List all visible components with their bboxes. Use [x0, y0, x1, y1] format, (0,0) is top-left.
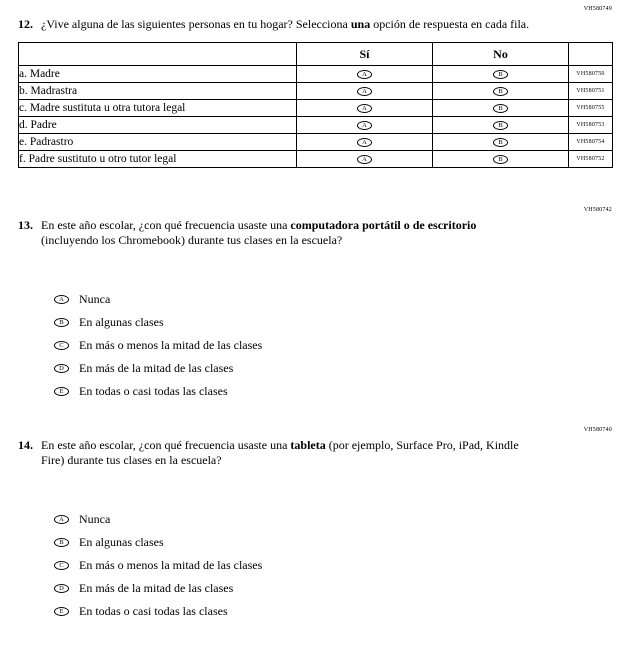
- option-bubble[interactable]: A: [54, 515, 69, 524]
- question-14-text-bold: tableta: [290, 438, 326, 452]
- item-code-q12: VH580749: [583, 6, 612, 12]
- question-12-text-bold: una: [350, 17, 371, 31]
- row-label: d. Padre: [19, 117, 297, 134]
- row-code: VH580752: [569, 151, 613, 168]
- no-cell: [433, 66, 569, 83]
- no-cell: [433, 117, 569, 134]
- si-cell: [297, 151, 433, 168]
- answer-bubble-si[interactable]: A: [357, 121, 372, 130]
- row-code: VH580751: [569, 83, 613, 100]
- question-14-text-before: En este año escolar, ¿con qué frecuencia usaste una: [41, 438, 291, 452]
- option-label: En todas o casi todas las clases: [79, 604, 228, 618]
- answer-option[interactable]: [54, 604, 612, 618]
- question-12: [18, 17, 612, 32]
- no-cell: [433, 83, 569, 100]
- answer-option[interactable]: [54, 384, 612, 398]
- option-label: En más de la mitad de las clases: [79, 361, 234, 375]
- answer-option[interactable]: [54, 581, 612, 595]
- col-header-code-blank: [569, 43, 613, 66]
- answer-option[interactable]: [54, 338, 612, 352]
- si-cell: [297, 66, 433, 83]
- answer-bubble-no[interactable]: B: [493, 121, 508, 130]
- table-row: [19, 117, 613, 134]
- answer-bubble-si[interactable]: A: [357, 87, 372, 96]
- answer-option[interactable]: [54, 361, 612, 375]
- option-label: Nunca: [79, 512, 111, 526]
- question-13-text-bold: computadora portátil o de escritorio: [290, 218, 477, 232]
- table-header-row: [19, 43, 613, 66]
- option-bubble[interactable]: B: [54, 318, 69, 327]
- answer-bubble-si[interactable]: A: [357, 104, 372, 113]
- row-label: c. Madre sustituta u otra tutora legal: [19, 100, 297, 117]
- answer-bubble-no[interactable]: B: [493, 138, 508, 147]
- question-13-number: 13.: [18, 218, 33, 232]
- row-code: VH580753: [569, 117, 613, 134]
- table-row: [19, 134, 613, 151]
- row-label: b. Madrastra: [19, 83, 297, 100]
- option-bubble[interactable]: E: [54, 607, 69, 616]
- answer-bubble-si[interactable]: A: [357, 70, 372, 79]
- table-row: [19, 100, 613, 117]
- answer-bubble-no[interactable]: B: [493, 87, 508, 96]
- answer-option[interactable]: [54, 535, 612, 549]
- question-14-options: [54, 512, 612, 618]
- question-13-text-after: (incluyendo los Chromebook) durante tus clases en la escuela?: [41, 233, 343, 247]
- answer-option[interactable]: [54, 512, 612, 526]
- option-bubble[interactable]: C: [54, 561, 69, 570]
- no-cell: [433, 100, 569, 117]
- row-code: VH580754: [569, 134, 613, 151]
- row-code: VH580755: [569, 100, 613, 117]
- si-cell: [297, 100, 433, 117]
- answer-bubble-si[interactable]: A: [357, 138, 372, 147]
- question-14-text: [41, 438, 541, 468]
- row-label: e. Padrastro: [19, 134, 297, 151]
- option-bubble[interactable]: D: [54, 584, 69, 593]
- table-row: [19, 83, 613, 100]
- option-label: En más o menos la mitad de las clases: [79, 558, 263, 572]
- question-13-options: [54, 292, 612, 398]
- option-bubble[interactable]: A: [54, 295, 69, 304]
- option-bubble[interactable]: D: [54, 364, 69, 373]
- q12-response-table: [18, 42, 613, 168]
- question-13: [18, 218, 612, 248]
- option-label: En algunas clases: [79, 315, 164, 329]
- no-cell: [433, 134, 569, 151]
- option-label: En algunas clases: [79, 535, 164, 549]
- option-bubble[interactable]: B: [54, 538, 69, 547]
- si-cell: [297, 117, 433, 134]
- table-row: [19, 66, 613, 83]
- col-header-si: Sí: [297, 43, 433, 66]
- option-label: Nunca: [79, 292, 111, 306]
- answer-option[interactable]: [54, 315, 612, 329]
- option-label: En todas o casi todas las clases: [79, 384, 228, 398]
- question-12-number: 12.: [18, 17, 33, 31]
- option-bubble[interactable]: E: [54, 387, 69, 396]
- col-header-blank: [19, 43, 297, 66]
- row-code: VH580750: [569, 66, 613, 83]
- option-label: En más de la mitad de las clases: [79, 581, 234, 595]
- question-12-text-after: opción de respuesta en cada fila.: [370, 17, 530, 31]
- question-14-text-after: (por ejemplo, Surface Pro, iPad, Kindle Fire) durante tus clases en la escuela?: [41, 438, 519, 467]
- row-label: a. Madre: [19, 66, 297, 83]
- table-row: [19, 151, 613, 168]
- answer-bubble-si[interactable]: A: [357, 155, 372, 164]
- option-bubble[interactable]: C: [54, 341, 69, 350]
- answer-bubble-no[interactable]: B: [493, 155, 508, 164]
- answer-option[interactable]: [54, 292, 612, 306]
- question-13-text-before: En este año escolar, ¿con qué frecuencia usaste una: [41, 218, 291, 232]
- si-cell: [297, 83, 433, 100]
- question-13-text: [41, 218, 509, 248]
- answer-bubble-no[interactable]: B: [493, 104, 508, 113]
- answer-option[interactable]: [54, 558, 612, 572]
- item-code-q13: VH580742: [583, 207, 612, 213]
- no-cell: [433, 151, 569, 168]
- question-14-number: 14.: [18, 438, 33, 452]
- option-label: En más o menos la mitad de las clases: [79, 338, 263, 352]
- col-header-no: No: [433, 43, 569, 66]
- answer-bubble-no[interactable]: B: [493, 70, 508, 79]
- row-label: f. Padre sustituto u otro tutor legal: [19, 151, 297, 168]
- item-code-q14: VH580740: [583, 427, 612, 433]
- si-cell: [297, 134, 433, 151]
- question-12-text-before: ¿Vive alguna de las siguientes personas en tu hogar? Selecciona: [41, 17, 351, 31]
- question-14: [18, 438, 612, 468]
- question-12-text: [41, 17, 549, 32]
